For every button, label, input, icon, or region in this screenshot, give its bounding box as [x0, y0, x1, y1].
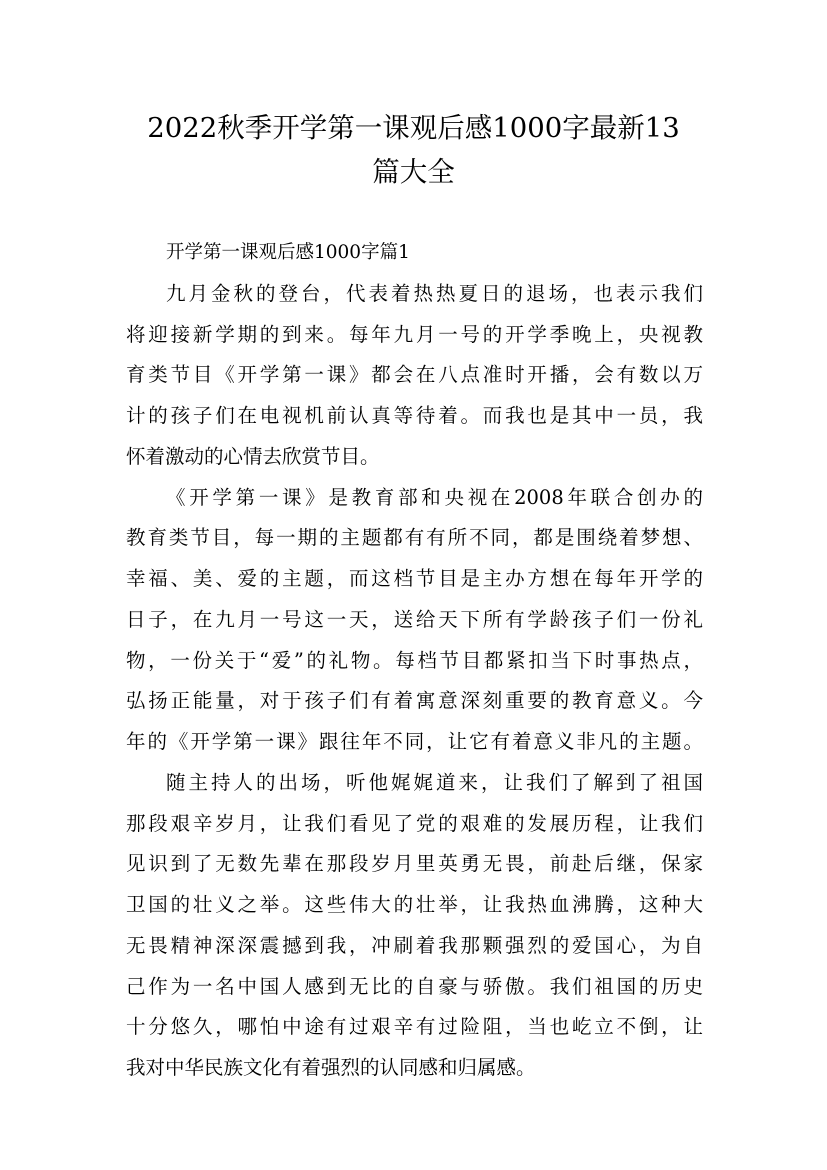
paragraph-line: 己作为一名中国人感到无比的自豪与骄傲。我们祖国的历史 [126, 974, 703, 998]
document-body [126, 233, 703, 1089]
paragraph-1 [126, 274, 703, 478]
paragraph-line: 物，一份关于“爱”的礼物。每档节目都紧扣当下时事热点， [126, 648, 703, 672]
paragraph-line: 十分悠久，哪怕中途有过艰辛有过险阻，当也屹立不倒，让 [126, 1015, 703, 1039]
paragraph-3 [126, 763, 703, 1089]
paragraph-line: 年的《开学第一课》跟往年不同，让它有着意义非凡的主题。 [126, 730, 703, 753]
paragraph-line: 那段艰辛岁月，让我们看见了党的艰难的发展历程，让我们 [126, 811, 703, 835]
document-title [110, 106, 717, 194]
paragraph-line: 弘扬正能量，对于孩子们有着寓意深刻重要的教育意义。今 [126, 689, 703, 713]
title-line-1: 2022秋季开学第一课观后感1000字最新13 [147, 112, 680, 144]
paragraph-line: 见识到了无数先辈在那段岁月里英勇无畏，前赴后继，保家 [126, 852, 703, 876]
paragraph-line: 《开学第一课》是教育部和央视在2008年联合创办的 [166, 485, 703, 509]
paragraph-line: 计的孩子们在电视机前认真等待着。而我也是其中一员，我 [126, 404, 703, 427]
paragraph-line: 育类节目《开学第一课》都会在八点准时开播，会有数以万 [126, 363, 703, 387]
paragraph-2 [126, 478, 703, 763]
paragraph-line: 日子，在九月一号这一天，送给天下所有学龄孩子们一份礼 [126, 607, 703, 631]
paragraph-line: 我对中华民族文化有着强烈的认同感和归属感。 [126, 1056, 536, 1079]
paragraph-line: 卫国的壮义之举。这些伟大的壮举，让我热血沸腾，这种大 [126, 893, 703, 916]
paragraph-line: 无畏精神深深震撼到我，冲刷着我那颗强烈的爱国心，为自 [126, 933, 703, 957]
paragraph-line: 将迎接新学期的到来。每年九月一号的开学季晚上，央视教 [126, 322, 703, 346]
paragraph-line: 怀着激动的心情去欣赏节目。 [126, 444, 380, 468]
section-heading: 开学第一课观后感1000字篇1 [166, 242, 410, 263]
paragraph-line: 幸福、美、爱的主题，而这档节目是主办方想在每年开学的 [126, 567, 703, 590]
title-line-2: 篇大全 [372, 156, 455, 188]
paragraph-line: 九月金秋的登台，代表着热热夏日的退场，也表示我们 [166, 281, 703, 305]
paragraph-line: 随主持人的出场，听他娓娓道来，让我们了解到了祖国 [166, 770, 703, 794]
paragraph-line: 教育类节目，每一期的主题都有有所不同，都是围绕着梦想、 [126, 526, 703, 550]
